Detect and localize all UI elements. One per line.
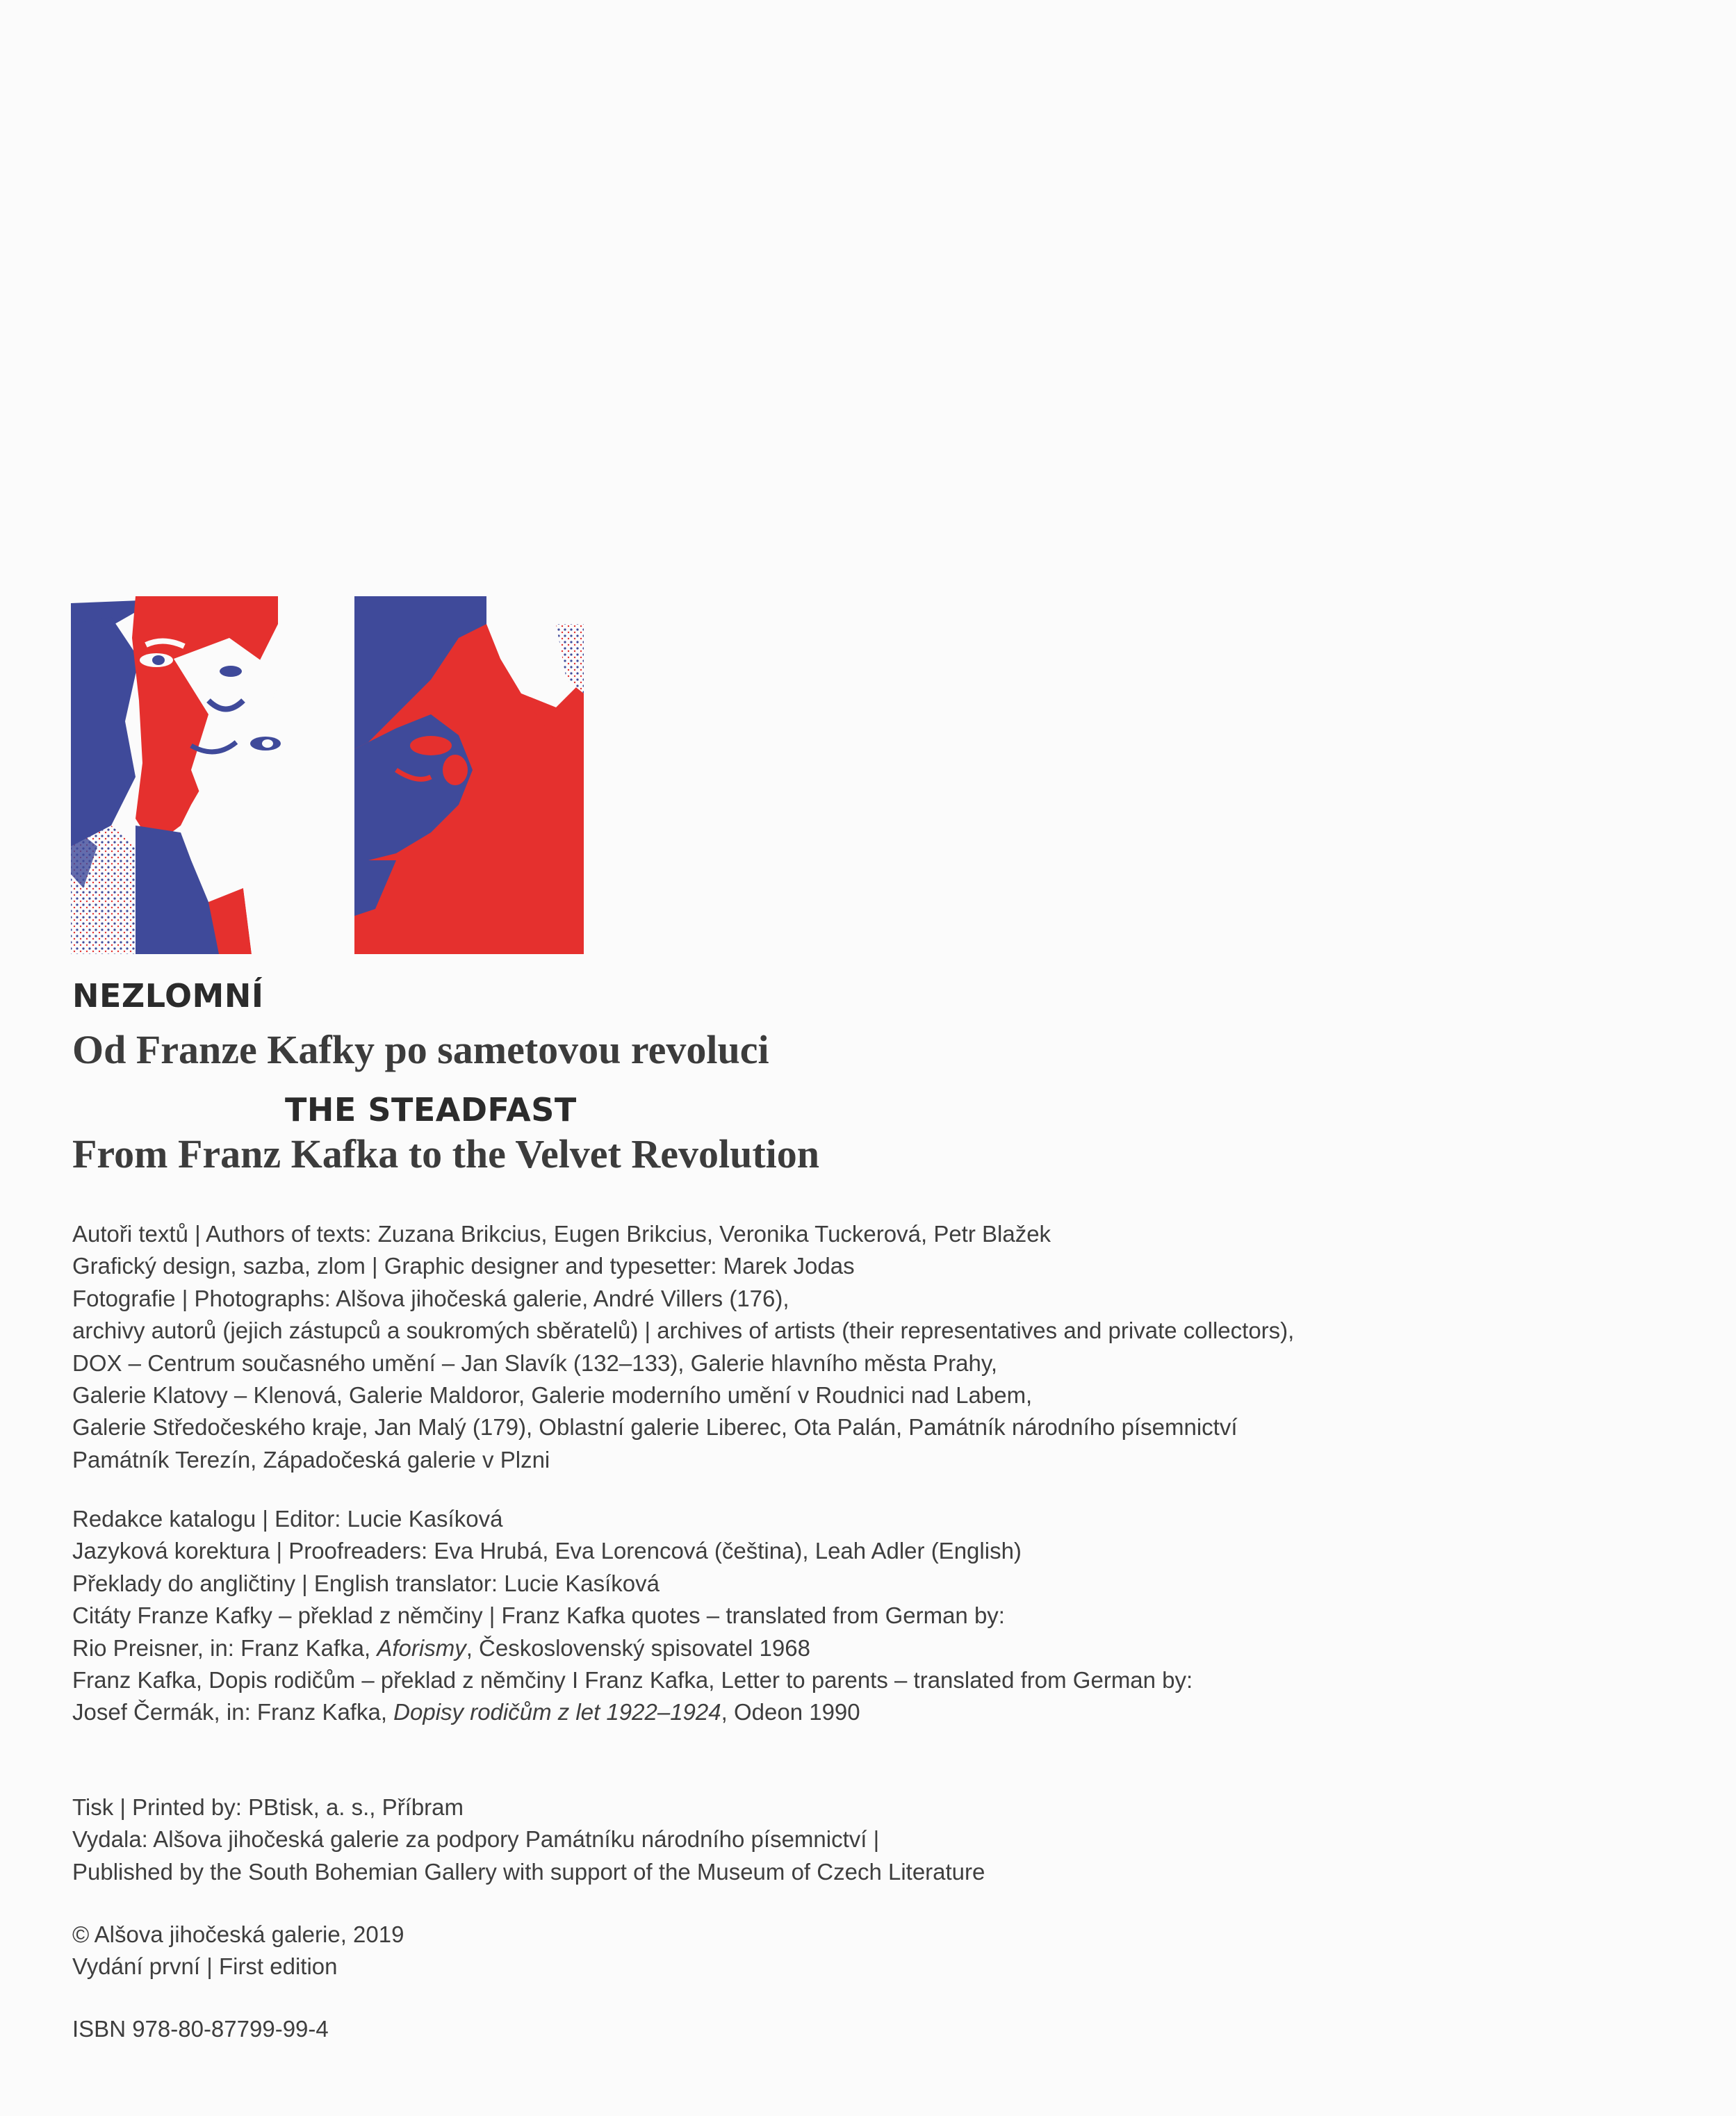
printed-line: Tisk | Printed by: PBtisk, a. s., Příbram	[72, 1794, 464, 1820]
quotes-line-2	[72, 1632, 1323, 1664]
authors-line: Autoři textů | Authors of texts: Zuzana Brikcius, Eugen Brikcius, Veronika Tuckerová, Petr Blažek	[72, 1221, 1051, 1247]
credits-block-authors	[72, 1218, 1323, 1476]
isbn-line: ISBN 978-80-87799-99-4	[72, 2016, 329, 2042]
quotes-source-title: Aforismy	[377, 1634, 466, 1661]
copyright-line: © Alšova jihočeská galerie, 2019	[72, 1921, 404, 1947]
published-line-1: Vydala: Alšova jihočeská galerie za podpory Památníku národního písemnictví |	[72, 1826, 880, 1853]
proofreaders-line: Jazyková korektura | Proofreaders: Eva Hrubá, Eva Lorencová (čeština), Leah Adler (English)	[72, 1538, 1022, 1564]
letter-source-suffix: , Odeon 1990	[721, 1699, 860, 1725]
design-line: Grafický design, sazba, zlom | Graphic designer and typesetter: Marek Jodas	[72, 1253, 855, 1279]
photos-line-4: Galerie Klatovy – Klenová, Galerie Maldoror, Galerie moderního umění v Roudnici nad Labem,	[72, 1382, 1033, 1409]
letter-line-1: Franz Kafka, Dopis rodičům – překlad z němčiny I Franz Kafka, Letter to parents – translated from German by:	[72, 1667, 1193, 1693]
title-czech: NEZLOMNÍ	[72, 977, 264, 1015]
right-portrait	[354, 596, 584, 954]
quotes-source-prefix: Rio Preisner, in: Franz Kafka,	[72, 1634, 377, 1661]
photos-line-6: Památník Terezín, Západočeská galerie v Plzni	[72, 1446, 550, 1473]
credits-block-publishing	[72, 1791, 1323, 1888]
quotes-line-1: Citáty Franze Kafky – překlad z němčiny | Franz Kafka quotes – translated from German by:	[72, 1602, 1005, 1629]
photos-line-1: Fotografie | Photographs: Alšova jihočeská galerie, André Villers (176),	[72, 1285, 789, 1311]
photos-line-3: DOX – Centrum současného umění – Jan Slavík (132–133), Galerie hlavního města Prahy,	[72, 1350, 998, 1376]
photos-line-2: archivy autorů (jejich zástupců a soukromých sběratelů) | archives of artists (their representatives and private collectors),	[72, 1318, 1295, 1344]
letter-source-prefix: Josef Čermák, in: Franz Kafka,	[72, 1699, 394, 1725]
quotes-source-suffix: , Československý spisovatel 1968	[466, 1634, 810, 1661]
edition-line: Vydání první | First edition	[72, 1953, 338, 1980]
letter-line-2	[72, 1696, 1323, 1728]
editor-line: Redakce katalogu | Editor: Lucie Kasíková	[72, 1506, 503, 1532]
kafka-portrait-artwork	[69, 596, 584, 954]
letter-source-title: Dopisy rodičům z let 1922–1924	[393, 1699, 721, 1725]
photos-line-5: Galerie Středočeského kraje, Jan Malý (179), Oblastní galerie Liberec, Ota Palán, Památník národního písemnictví	[72, 1414, 1238, 1441]
subtitle-english: From Franz Kafka to the Velvet Revolution	[72, 1131, 820, 1176]
credits-block-isbn	[72, 2013, 1323, 2045]
credits-block-editorial	[72, 1503, 1323, 1729]
title-english: THE STEADFAST	[285, 1091, 577, 1129]
published-line-2: Published by the South Bohemian Gallery with support of the Museum of Czech Literature	[72, 1858, 985, 1885]
translator-line: Překlady do angličtiny | English translator: Lucie Kasíková	[72, 1570, 660, 1596]
subtitle-czech: Od Franze Kafky po sametovou revoluci	[72, 1027, 769, 1072]
credits-block-copyright	[72, 1919, 1323, 1983]
left-portrait	[71, 596, 320, 954]
